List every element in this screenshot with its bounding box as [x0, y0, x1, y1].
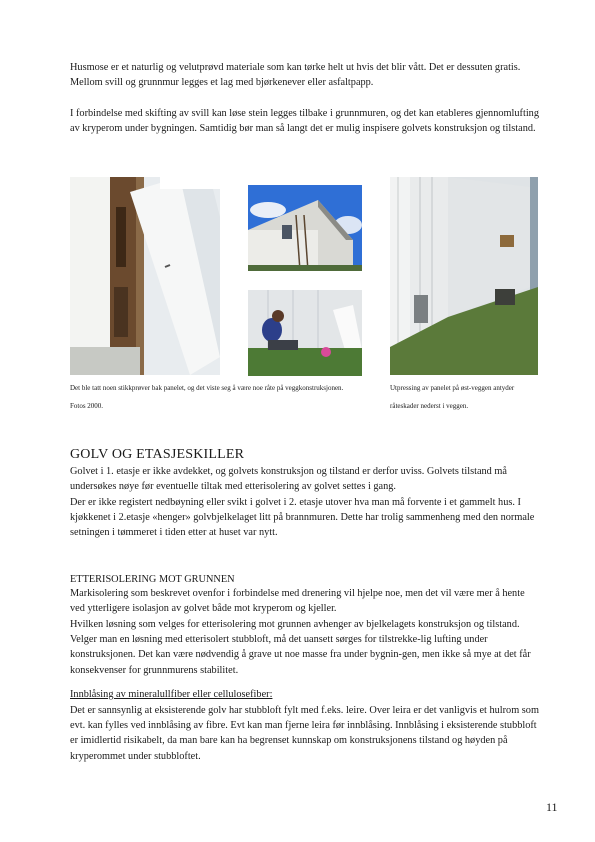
photo-inspection	[248, 290, 362, 376]
photo-east-wall	[390, 177, 538, 375]
subsection-paragraph-1: Markisolering som beskrevet ovenfor i forbindelse med drenering vil hjelpe noe, men det vil være mer å hente ved ytterligere isolasjon av golvet både mot kryperom og kjeller.	[70, 588, 525, 615]
subsection-paragraph-2: Hvilken løsning som velges for etterisolering mot grunnen avhenger av bjelkelagets konstruksjon og tilstand. Velger man en løsning med etterisolert stubbloft, må det uansett sørges for tilstrekke-lig lufting under konstruksjonen. Det kan være nødvendig å grave ut noe masse fra under bygnin-gen, men ikke så mye at det får konsekvenser for grunnmurens stabilitet.	[70, 619, 531, 676]
photo-panel-rot	[70, 177, 220, 375]
intro-paragraph-2: I forbindelse med skifting av svill kan løse stein legges tilbake i grunnmuren, og det kan etableres gjennomlufting av kryperom under bygningen. Samtidig bør man så langt det er mulig inspisere golvets konstruksjon og tilstand.	[70, 108, 539, 135]
subsubsection-heading: Innblåsing av mineralullfiber eller cellulosefiber:	[70, 689, 273, 700]
section-paragraph-2: Der er ikke registert nedbøyning eller svikt i golvet i 2. etasje utover hva man må forvente i et gammelt hus. I kjøkkenet i 2.etasje «henger» golvbjelkelaget litt på brannmuren. Dette har trolig sammenheng med den normale setningen i tømmeret i tiden etter at huset var nytt.	[70, 497, 535, 539]
caption-right: Utpressing av panelet på øst-veggen antyder råteskader nederst i veggen.	[390, 384, 515, 410]
subsection-heading: ETTERISOLERING MOT GRUNNEN	[70, 574, 235, 585]
photo-house-gable	[248, 185, 362, 271]
section-heading: GOLV OG ETASJESKILLER	[70, 447, 245, 462]
caption-left: Det ble tatt noen stikkprøver bak panelet, og det viste seg å være noe råte på veggkonstruksjonen. Fotos 2000.	[70, 384, 344, 410]
page-number: 11	[546, 800, 558, 814]
section-paragraph-1: Golvet i 1. etasje er ikke avdekket, og golvets konstruksjon og tilstand er derfor uviss. Golvets tilstand må undersøkes nøye før eventuelle tiltak med etterisolering av golvet settes i gang.	[70, 466, 507, 493]
intro-paragraph-1: Husmose er et naturlig og velutprøvd materiale som kan tørke helt ut hvis det blir vått. Det er dessuten gratis. Mellom svill og grunnmur legges et lag med bjørkenever eller asfaltpapp.	[70, 62, 521, 89]
subsubsection-paragraph-1: Det er sannsynlig at eksisterende golv har stubbloft fylt med f.eks. leire. Over leira er det vanligvis et hulrom som evt. kan fylles ved innblåsing av fibre. Evt kan man fjerne leira før innblåsing. Innblåsing i eksisterende stubbloft er imidlertid risikabelt, da man bare kan ha begrenset kunnskap om konstruksjonens tilstand og høyden på kryperommet under stubbloftet.	[70, 705, 539, 762]
